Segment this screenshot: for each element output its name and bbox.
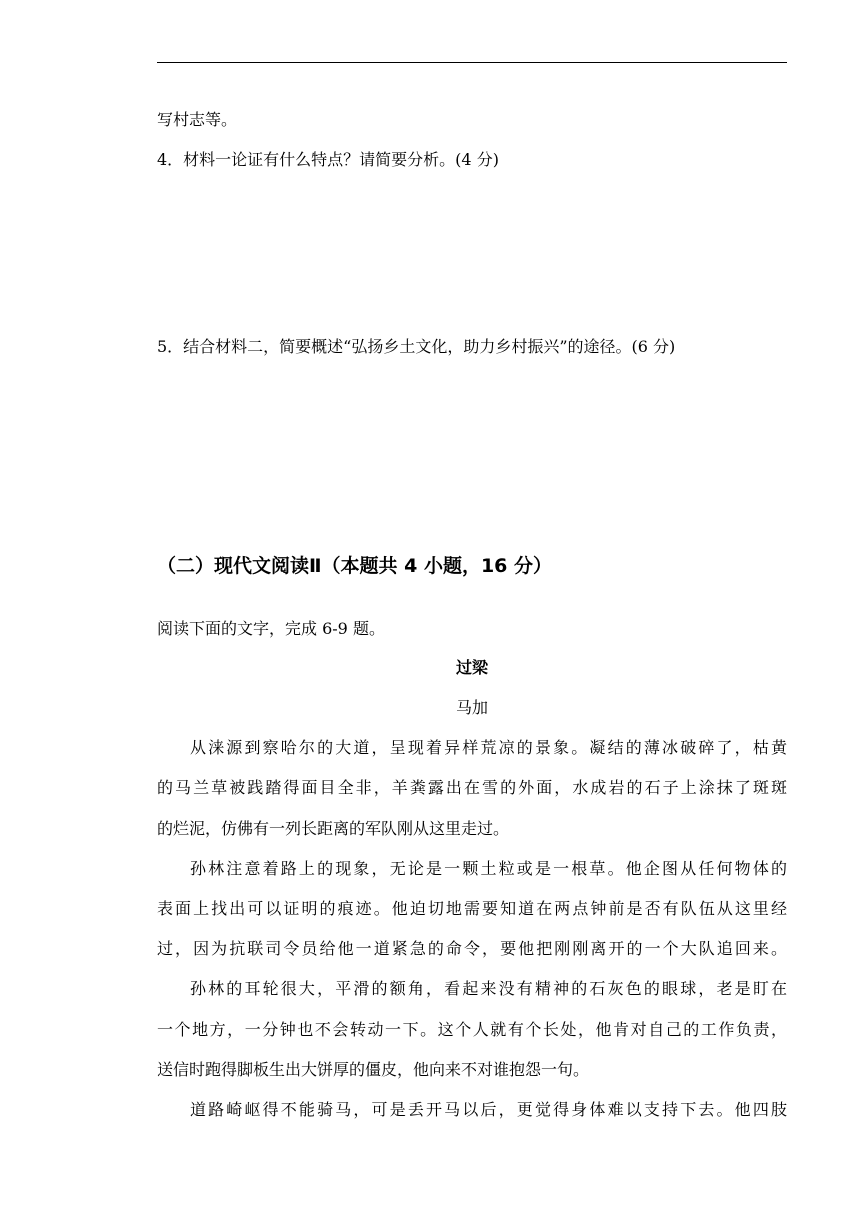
reading-instruction: 阅读下面的文字，完成 6-9 题。 [157, 619, 385, 638]
question-5: 5．结合材料二，简要概述“弘扬乡土文化，助力乡村振兴”的途径。(6 分) [157, 337, 676, 356]
section-title: （二）现代文阅读Ⅱ（本题共 4 小题，16 分） [157, 555, 553, 577]
paragraph-line: 的马兰草被践踏得面目全非，羊粪露出在雪的外面，水成岩的石子上涂抹了斑斑 [157, 778, 787, 797]
question-4: 4．材料一论证有什么特点？请简要分析。(4 分) [157, 150, 499, 169]
paragraph-line: 过，因为抗联司令员给他一道紧急的命令，要他把刚刚离开的一个大队追回来。 [157, 939, 787, 958]
story-title: 过梁 [455, 658, 488, 677]
paragraph-line: 一个地方，一分钟也不会转动一下。这个人就有个长处，他肯对自己的工作负责， [157, 1020, 787, 1039]
continuation-text: 写村志等。 [157, 110, 238, 129]
paragraph-line: 孙林的耳轮很大，平滑的额角，看起来没有精神的石灰色的眼球，老是盯在 [190, 979, 787, 998]
paragraph-line: 从涞源到察哈尔的大道，呈现着异样荒凉的景象。凝结的薄冰破碎了，枯黄 [190, 738, 787, 757]
story-author: 马加 [455, 698, 488, 717]
paragraph-line: 道路崎岖得不能骑马，可是丢开马以后，更觉得身体难以支持下去。他四肢 [190, 1100, 787, 1119]
paragraph-line: 送信时跑得脚板生出大饼厚的僵皮，他向来不对谁抱怨一句。 [157, 1060, 590, 1079]
paragraph-line: 孙林注意着路上的现象，无论是一颗土粒或是一根草。他企图从任何物体的 [190, 859, 787, 878]
header-rule [157, 62, 787, 63]
paragraph-line: 的烂泥，仿佛有一列长距离的军队刚从这里走过。 [157, 819, 510, 838]
paragraph-line: 表面上找出可以证明的痕迹。他迫切地需要知道在两点钟前是否有队伍从这里经 [157, 899, 787, 918]
